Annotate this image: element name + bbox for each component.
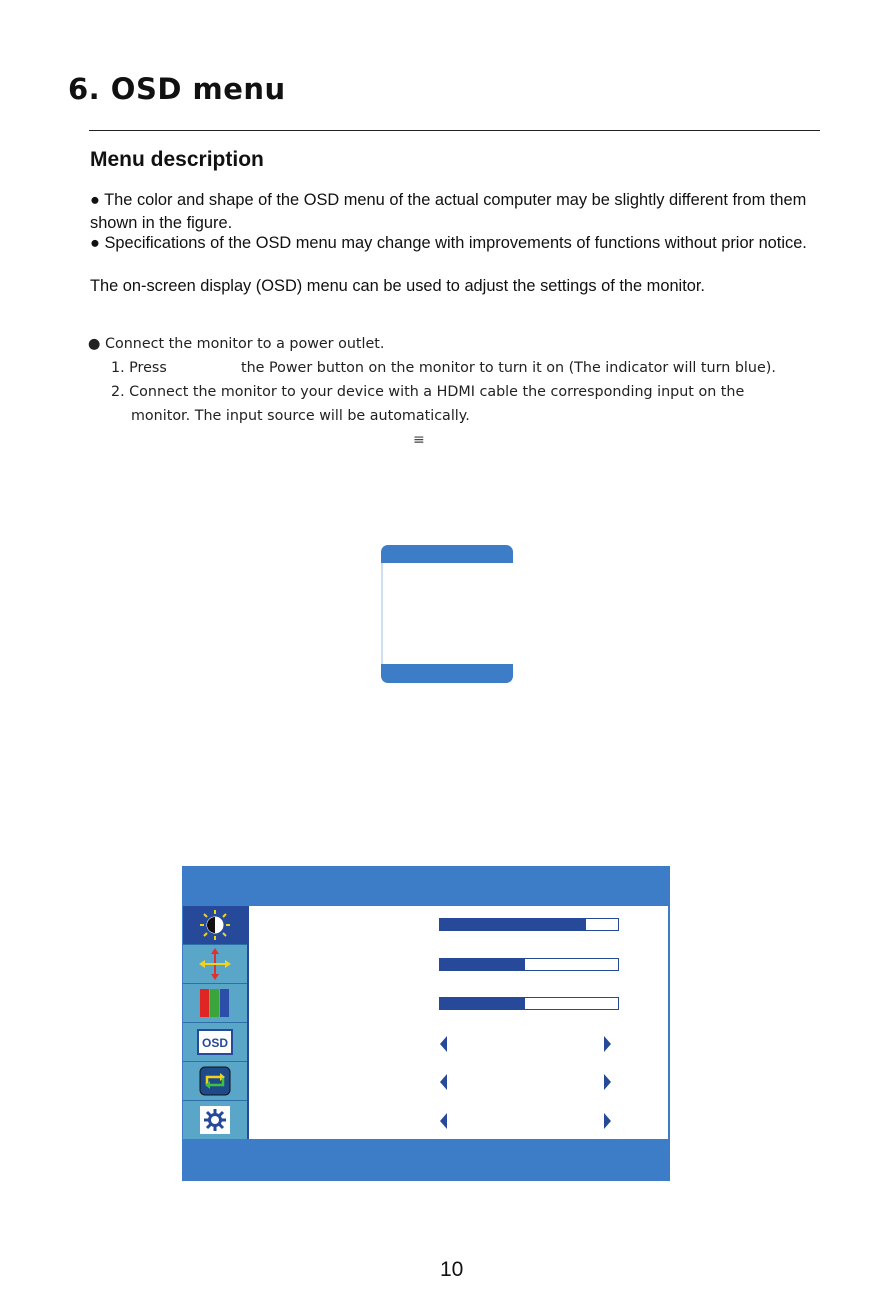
osd-row-5-right-arrow-icon[interactable]: [604, 1074, 611, 1090]
osd-menu-body: [183, 906, 668, 1139]
osd-row-6-left-arrow-icon[interactable]: [440, 1113, 447, 1129]
osd-menu-panel: [182, 866, 670, 1181]
osd-tab-brightness[interactable]: [183, 906, 247, 945]
page-number: 10: [440, 1258, 464, 1281]
page-title: 6. OSD menu: [68, 72, 286, 106]
quick-menu-illustration: [381, 545, 513, 683]
intro-paragraph: The on-screen display (OSD) menu can be used to adjust the settings of the monitor.: [90, 277, 705, 295]
osd-icon-label: OSD: [201, 1036, 229, 1050]
osd-slider-1[interactable]: [439, 918, 619, 931]
title-divider: [89, 130, 820, 131]
osd-tab-reset[interactable]: [183, 1062, 247, 1101]
step-2-text: 2. Connect the monitor to your device with a HDMI cable the corresponding input on the: [111, 384, 745, 400]
quick-menu-footer: [381, 664, 513, 683]
osd-icon: [197, 1029, 233, 1055]
menu-icon: ≡: [413, 432, 425, 448]
osd-row-6-right-arrow-icon[interactable]: [604, 1113, 611, 1129]
osd-tab-color[interactable]: [183, 984, 247, 1023]
osd-slider-2[interactable]: [439, 958, 619, 971]
osd-row-4-right-arrow-icon[interactable]: [604, 1036, 611, 1052]
quick-menu-header: [381, 545, 513, 563]
instruction-bullet: ● Connect the monitor to a power outlet.: [88, 336, 385, 352]
settings-icon: [199, 1105, 231, 1135]
note-paragraph-1: ● The color and shape of the OSD menu of the actual computer may be slightly different from them shown in the figure.: [90, 191, 807, 232]
step-2-continuation: monitor. The input source will be automatically.: [131, 408, 470, 424]
step-1-text: the Power button on the monitor to turn it on (The indicator will turn blue).: [241, 360, 776, 376]
osd-tab-system[interactable]: [183, 1101, 247, 1139]
step-1-prefix: 1. Press: [111, 360, 167, 376]
section-heading: Menu description: [90, 148, 264, 171]
color-icon: [199, 988, 231, 1018]
osd-slider-1-fill: [440, 919, 586, 930]
osd-tab-position[interactable]: [183, 945, 247, 984]
note-paragraph-2: ● Specifications of the OSD menu may change with improvements of functions without prior notice.: [90, 234, 807, 252]
quick-menu-edge: [381, 563, 383, 664]
brightness-icon: [197, 909, 233, 941]
osd-icon-column: [183, 906, 249, 1139]
reset-icon: [199, 1066, 231, 1096]
osd-slider-3[interactable]: [439, 997, 619, 1010]
osd-tab-osd-settings[interactable]: [183, 1023, 247, 1062]
osd-row-4-left-arrow-icon[interactable]: [440, 1036, 447, 1052]
osd-slider-3-fill: [440, 998, 525, 1009]
osd-row-5-left-arrow-icon[interactable]: [440, 1074, 447, 1090]
osd-slider-2-fill: [440, 959, 525, 970]
position-icon: [198, 947, 232, 981]
